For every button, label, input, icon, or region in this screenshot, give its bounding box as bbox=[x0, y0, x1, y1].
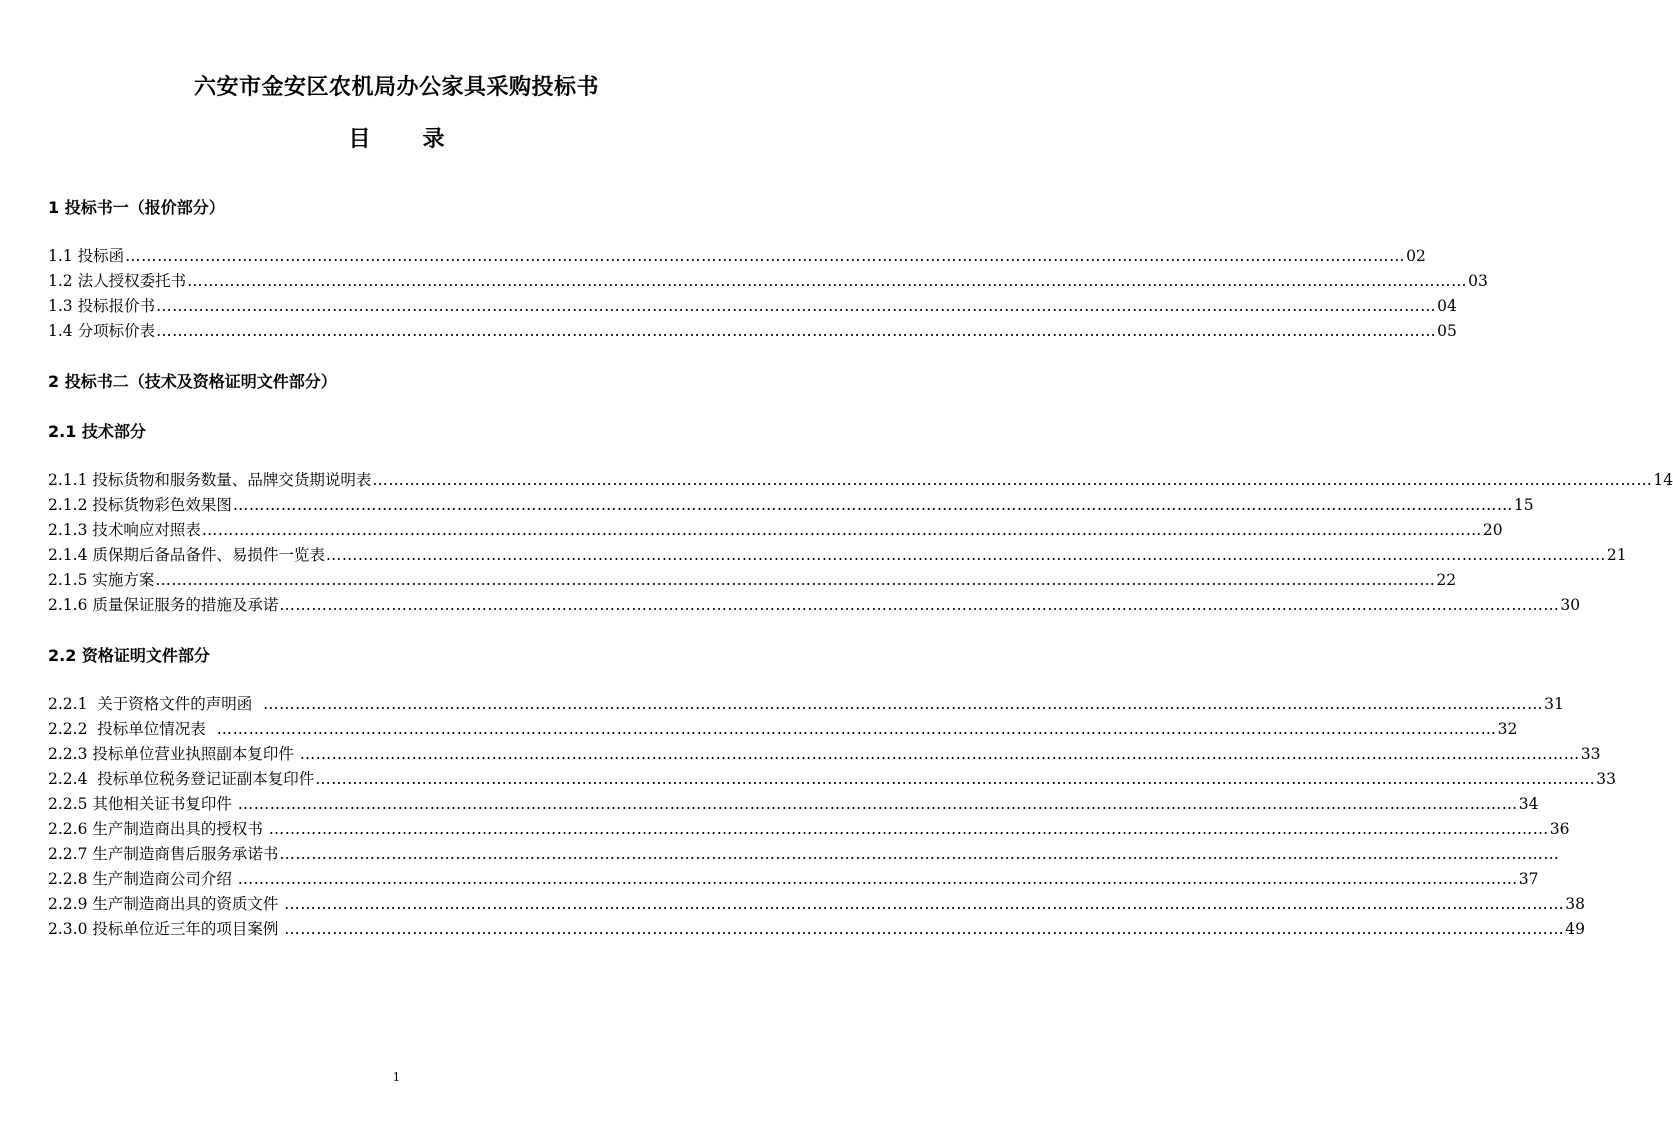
toc-dot-leader: …………………………………………………………………………………………………………………………………………………………………………………………………………………… bbox=[156, 322, 1437, 340]
toc-entry-label: 2.2.9 生产制造商出具的资质文件 bbox=[48, 895, 284, 913]
toc-entry-label: 2.2.8 生产制造商公司介绍 bbox=[48, 870, 237, 888]
toc-entry-label: 2.1.3 技术响应对照表 bbox=[48, 521, 201, 539]
toc-entry bbox=[48, 817, 1570, 842]
toc-dot-leader: …………………………………………………………………………………………………………………………………………………………………………………………………………………… bbox=[372, 471, 1653, 489]
toc-entry bbox=[48, 767, 1617, 792]
toc-entry bbox=[48, 493, 1534, 518]
toc-dot-leader: …………………………………………………………………………………………………………………………………………………………………………………………………………………… bbox=[325, 546, 1606, 564]
toc-dot-leader: …………………………………………………………………………………………………………………………………………………………………………………………………………………… bbox=[299, 745, 1580, 763]
table-of-contents bbox=[48, 196, 1673, 942]
page-number: 1 bbox=[392, 1070, 401, 1084]
toc-dot-leader: …………………………………………………………………………………………………………………………………………………………………………………………………………………… bbox=[284, 895, 1565, 913]
toc-heading-left: 目 bbox=[348, 127, 371, 152]
toc-entry-page: 04 bbox=[1437, 297, 1457, 315]
toc-entry-page: 03 bbox=[1468, 272, 1488, 290]
toc-entry bbox=[48, 593, 1581, 618]
toc-entry-page: 20 bbox=[1482, 521, 1503, 539]
toc-dot-leader: …………………………………………………………………………………………………………………………………………………………………………………………………………………… bbox=[315, 770, 1596, 788]
toc-section-heading: 1 投标书一（报价部分） bbox=[48, 198, 225, 217]
toc-entry-label: 2.1.4 质保期后备品备件、易损件一览表 bbox=[48, 546, 325, 564]
document-title: 六安市金安区农机局办公家具采购投标书 bbox=[193, 75, 599, 100]
toc-entry-label: 2.1.1 投标货物和服务数量、品牌交货期说明表 bbox=[48, 471, 372, 489]
toc-entry-label: 2.2.5 其他相关证书复印件 bbox=[48, 795, 237, 813]
toc-entry bbox=[48, 543, 1627, 568]
toc-entry-label: 1.2 法人授权委托书 bbox=[48, 272, 187, 290]
toc-entry bbox=[48, 294, 1457, 319]
toc-dot-leader: …………………………………………………………………………………………………………………………………………………………………………………………………………………… bbox=[216, 720, 1497, 738]
toc-dot-leader: …………………………………………………………………………………………………………………………………………………………………………………………………………………… bbox=[237, 795, 1518, 813]
toc-entry-page: 49 bbox=[1565, 920, 1586, 938]
toc-entry-label: 2.2.4 投标单位税务登记证副本复印件 bbox=[48, 770, 315, 788]
toc-dot-leader: …………………………………………………………………………………………………………………………………………………………………………………………………………………… bbox=[263, 695, 1544, 713]
toc-entry-page: 21 bbox=[1606, 546, 1627, 564]
toc-entry bbox=[48, 867, 1539, 892]
toc-dot-leader: …………………………………………………………………………………………………………………………………………………………………………………………………………………… bbox=[156, 297, 1437, 315]
toc-entry bbox=[48, 518, 1503, 543]
toc-dot-leader: …………………………………………………………………………………………………………………………………………………………………………………………………………………… bbox=[237, 870, 1518, 888]
toc-section-heading: 2 投标书二（技术及资格证明文件部分） bbox=[48, 372, 337, 391]
toc-dot-leader: …………………………………………………………………………………………………………………………………………………………………………………………………………………… bbox=[155, 571, 1436, 589]
toc-entry-page: 14 bbox=[1653, 471, 1673, 489]
toc-entry bbox=[48, 917, 1586, 942]
toc-entry-page: 30 bbox=[1560, 596, 1581, 614]
toc-entry-page: 31 bbox=[1544, 695, 1564, 713]
toc-entry-page: 33 bbox=[1596, 770, 1617, 788]
toc-entry bbox=[48, 892, 1586, 917]
toc-section-heading: 2.2 资格证明文件部分 bbox=[48, 646, 210, 665]
toc-entry bbox=[48, 568, 1457, 593]
toc-entry bbox=[48, 742, 1601, 767]
toc-entry-page: 22 bbox=[1436, 571, 1457, 589]
toc-heading-right: 录 bbox=[422, 127, 445, 152]
toc-entry-label: 2.2.2 投标单位情况表 bbox=[48, 720, 216, 738]
toc-entry-page: 02 bbox=[1406, 247, 1426, 265]
toc-entry bbox=[48, 792, 1539, 817]
toc-entry-label: 1.1 投标函 bbox=[48, 247, 125, 265]
toc-entry-page: 36 bbox=[1549, 820, 1570, 838]
toc-dot-leader: …………………………………………………………………………………………………………………………………………………………………………………………………………………… bbox=[279, 596, 1560, 614]
toc-entry-label: 2.2.1 关于资格文件的声明函 bbox=[48, 695, 263, 713]
toc-entry-label: 2.1.2 投标货物彩色效果图 bbox=[48, 496, 232, 514]
toc-entry bbox=[48, 244, 1426, 269]
toc-entry-page: 05 bbox=[1437, 322, 1457, 340]
toc-entry bbox=[48, 692, 1564, 717]
toc-entry-page: 34 bbox=[1518, 795, 1539, 813]
toc-heading bbox=[0, 122, 793, 153]
toc-entry bbox=[48, 717, 1518, 742]
toc-entry-page: 32 bbox=[1497, 720, 1518, 738]
toc-dot-leader: …………………………………………………………………………………………………………………………………………………………………………………………………………………… bbox=[125, 247, 1406, 265]
toc-entry-label: 1.4 分项标价表 bbox=[48, 322, 156, 340]
toc-dot-leader: …………………………………………………………………………………………………………………………………………………………………………………………………………………… bbox=[284, 920, 1565, 938]
toc-dot-leader: …………………………………………………………………………………………………………………………………………………………………………………………………………………… bbox=[268, 820, 1549, 838]
toc-entry-label: 2.1.6 质量保证服务的措施及承诺 bbox=[48, 596, 279, 614]
toc-section-heading: 2.1 技术部分 bbox=[48, 422, 146, 441]
toc-entry-label: 2.1.5 实施方案 bbox=[48, 571, 155, 589]
toc-entry-page: 33 bbox=[1580, 745, 1601, 763]
toc-entry bbox=[48, 269, 1488, 294]
toc-entry-page: 38 bbox=[1565, 895, 1586, 913]
toc-dot-leader: …………………………………………………………………………………………………………………………………………………………………………………………………………………… bbox=[279, 845, 1560, 863]
toc-dot-leader: …………………………………………………………………………………………………………………………………………………………………………………………………………………… bbox=[232, 496, 1513, 514]
toc-dot-leader: …………………………………………………………………………………………………………………………………………………………………………………………………………………… bbox=[201, 521, 1482, 539]
toc-entry-label: 2.2.3 投标单位营业执照副本复印件 bbox=[48, 745, 299, 763]
toc-dot-leader: …………………………………………………………………………………………………………………………………………………………………………………………………………………… bbox=[187, 272, 1468, 290]
toc-entry-label: 2.3.0 投标单位近三年的项目案例 bbox=[48, 920, 284, 938]
toc-entry-label: 2.2.6 生产制造商出具的授权书 bbox=[48, 820, 268, 838]
toc-entry-label: 2.2.7 生产制造商售后服务承诺书 bbox=[48, 845, 279, 863]
toc-entry-label: 1.3 投标报价书 bbox=[48, 297, 156, 315]
toc-entry-page: 37 bbox=[1518, 870, 1539, 888]
toc-entry-page: 15 bbox=[1513, 496, 1534, 514]
toc-entry bbox=[48, 468, 1673, 493]
toc-entry bbox=[48, 842, 1560, 867]
toc-entry bbox=[48, 319, 1457, 344]
